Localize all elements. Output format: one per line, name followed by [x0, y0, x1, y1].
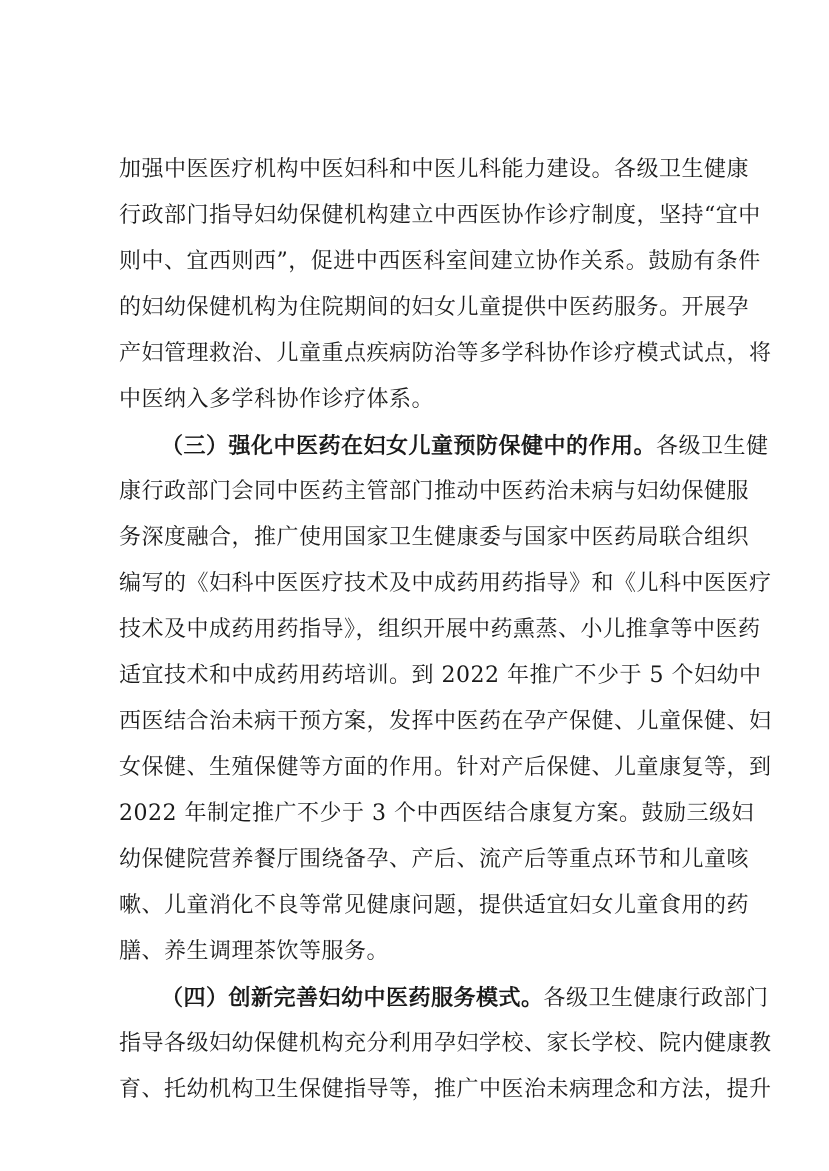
section-first-line: [161, 426, 769, 466]
text-line: 康行政部门会同中医药主管部门推动中医药治未病与妇幼保健服: [119, 479, 750, 504]
text-line: 适宜技术和中成药用药培训。到 2022 年推广不少于 5 个妇幼中: [119, 663, 762, 688]
text-line: 2022 年制定推广不少于 3 个中西医结合康复方案。鼓励三级妇: [119, 801, 754, 826]
text-line: 嗽、儿童消化不良等常见健康问题，提供适宜妇女儿童食用的药: [119, 893, 750, 918]
text-line: 幼保健院营养餐厅围绕备孕、产后、流产后等重点环节和儿童咳: [119, 847, 750, 872]
text-line: 膳、养生调理茶饮等服务。: [119, 939, 390, 964]
section-heading: （三）强化中医药在妇女儿童预防保健中的作用。: [161, 433, 657, 459]
text-line: 各级卫生健: [656, 434, 769, 459]
text-line: 行政部门指导妇幼保健机构建立中西医协作诊疗制度，坚持“宜中: [119, 203, 761, 228]
text-line: 产妇管理救治、儿童重点疾病防治等多学科协作诊疗模式试点，将: [119, 341, 772, 366]
text-line: 编写的《妇科中医医疗技术及中成药用药指导》和《儿科中医医疗: [119, 571, 772, 596]
text-line: 技术及中成药用药指导》，组织开展中药熏蒸、小儿推拿等中医药: [119, 617, 761, 642]
section-first-line: [161, 978, 769, 1018]
section-heading: （四）创新完善妇幼中医药服务模式。: [161, 985, 544, 1011]
text-line: 则中、宜西则西”，促进中西医科室间建立协作关系。鼓励有条件: [119, 249, 761, 274]
text-line: 各级卫生健康行政部门: [543, 986, 769, 1011]
text-line: 的妇幼保健机构为住院期间的妇女儿童提供中医药服务。开展孕: [119, 295, 750, 320]
text-line: 育、托幼机构卫生保健指导等，推广中医治未病理念和方法，提升: [119, 1077, 772, 1102]
text-line: 加强中医医疗机构中医妇科和中医儿科能力建设。各级卫生健康: [119, 157, 750, 182]
text-line: 指导各级妇幼保健机构充分利用孕妇学校、家长学校、院内健康教: [119, 1031, 772, 1056]
text-line: 西医结合治未病干预方案，发挥中医药在孕产保健、儿童保健、妇: [119, 709, 772, 734]
text-line: 女保健、生殖保健等方面的作用。针对产后保健、儿童康复等，到: [119, 755, 772, 780]
text-line: 中医纳入多学科协作诊疗体系。: [119, 387, 435, 412]
text-line: 务深度融合，推广使用国家卫生健康委与国家中医药局联合组织: [119, 525, 750, 550]
